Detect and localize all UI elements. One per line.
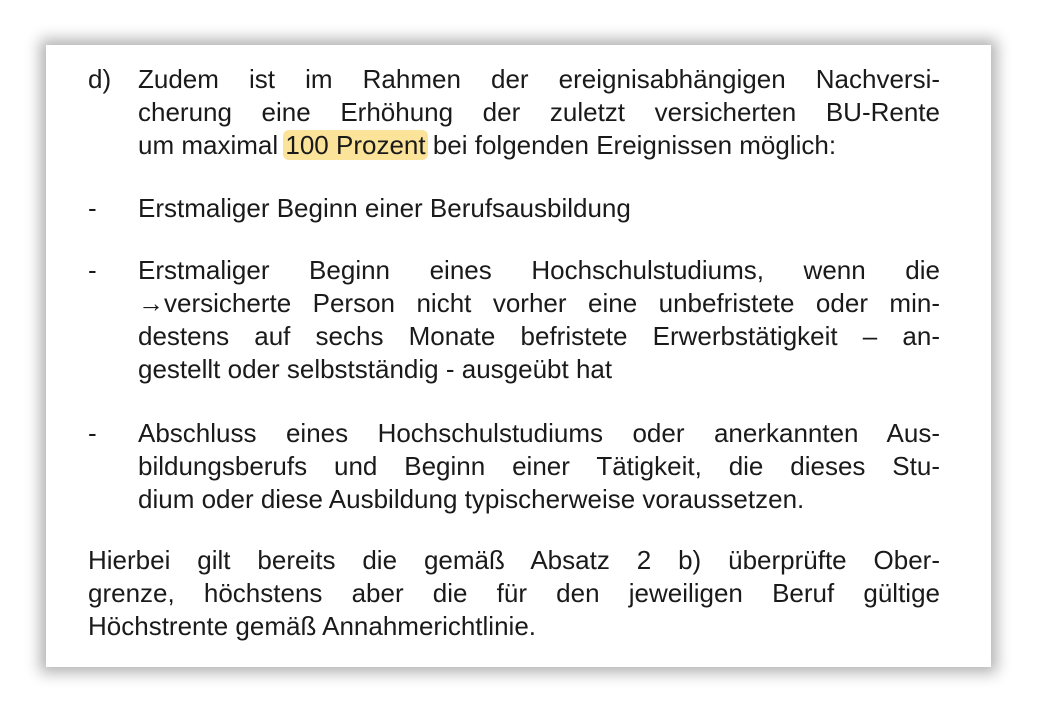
bullet-3-paragraph	[138, 417, 940, 516]
bullet-2-line-4: gestellt oder selbstständig - ausgeübt hat	[138, 354, 613, 384]
item-d-line-2: cherung eine Erhöhung der zuletzt versicherten BU-Rente	[138, 97, 940, 127]
closing-line-3: Höchstrente gemäß Annahmerichtlinie.	[88, 611, 537, 641]
item-d-line-3-after: bei folgenden Ereignissen möglich:	[432, 130, 837, 160]
item-d-line-3-before: um maximal	[138, 130, 279, 160]
bullet-2-line-2: →versicherte Person nicht vorher eine unbefristete oder min-	[138, 288, 940, 318]
item-d-marker: d)	[88, 64, 112, 94]
bullet-1-line-1: Erstmaliger Beginn einer Berufsausbildung	[138, 193, 631, 223]
bullet-3-line-2: bildungsberufs und Beginn einer Tätigkeit, die dieses Stu-	[138, 451, 940, 481]
highlighted-amount: 100 Prozent	[285, 130, 426, 160]
item-d-line-3	[138, 129, 940, 162]
bullet-2-marker: -	[88, 255, 97, 285]
closing-line-1: Hierbei gilt bereits die gemäß Absatz 2 b) überprüfte Ober-	[88, 545, 940, 575]
closing-paragraph	[88, 544, 940, 643]
closing-line-2: grenze, höchstens aber die für den jeweiligen Beruf gültige	[88, 578, 940, 608]
bullet-3-marker: -	[88, 418, 97, 448]
bullet-2-paragraph	[138, 254, 940, 386]
bullet-2-line-3: destens auf sechs Monate befristete Erwerbstätigkeit – an-	[138, 321, 940, 351]
bullet-1-marker: -	[88, 193, 97, 223]
bullet-3-line-1: Abschluss eines Hochschulstudiums oder anerkannten Aus-	[138, 418, 940, 448]
bullet-2-line-1: Erstmaliger Beginn eines Hochschulstudiums, wenn die	[138, 255, 940, 285]
item-d-paragraph	[138, 63, 940, 162]
bullet-3-line-3: dium oder diese Ausbildung typischerweise voraussetzen.	[138, 484, 805, 514]
item-d-line-1: Zudem ist im Rahmen der ereignisabhängigen Nachversi-	[138, 64, 940, 94]
bullet-1-paragraph	[138, 192, 940, 225]
document-page	[46, 45, 991, 667]
